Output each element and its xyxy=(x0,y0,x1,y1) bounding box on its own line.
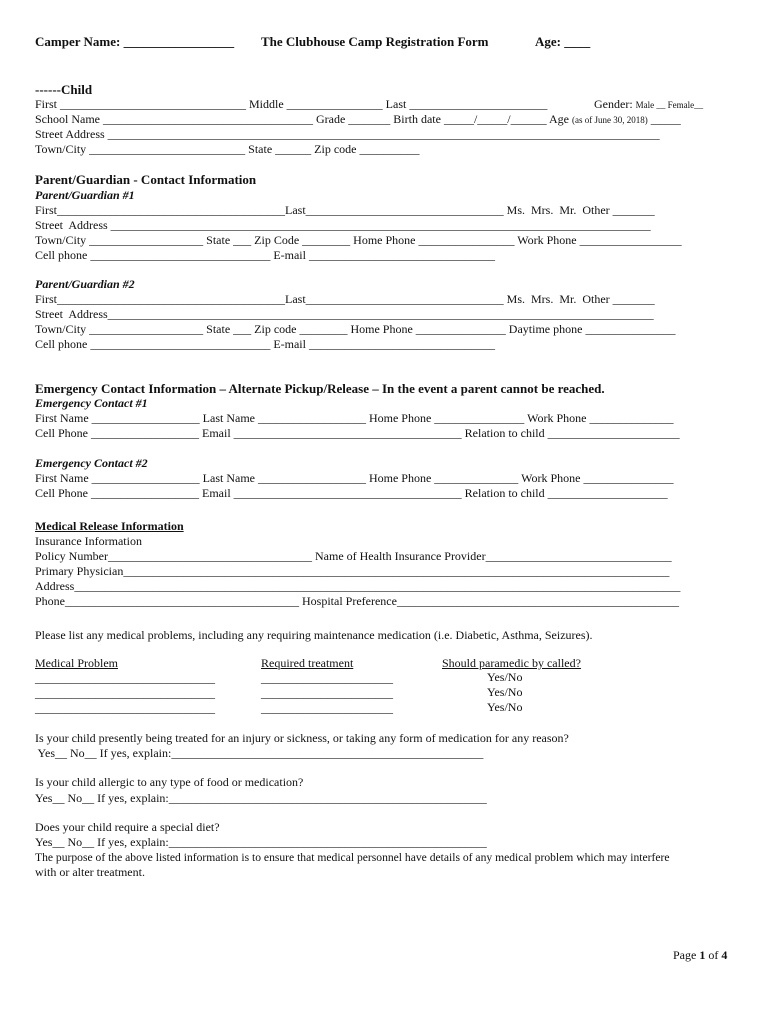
insurance-label: Insurance Information xyxy=(35,534,142,548)
child-town-line[interactable]: Town/City __________________________ State ______ Zip code __________ xyxy=(35,142,420,156)
child-age-blank[interactable]: _____ xyxy=(650,112,681,126)
age-field[interactable]: Age: ____ xyxy=(535,34,591,49)
page-indicator xyxy=(673,948,727,963)
guardian1-street-line[interactable]: Street Address __________________________________________________________________________________________ xyxy=(35,218,651,232)
emergency1-subheading: Emergency Contact #1 xyxy=(35,396,148,410)
answer-diet[interactable]: Yes__ No__ If yes, explain:_____________________________________________________ xyxy=(35,835,487,849)
page-number: 1 xyxy=(699,948,706,962)
child-street-line[interactable]: Street Address ____________________________________________________________________________________________ xyxy=(35,127,660,141)
question-allergy: Is your child allergic to any type of food or medication? xyxy=(35,775,304,789)
paramedic-yesno-1[interactable]: Yes/No xyxy=(487,670,523,684)
guardian1-town-line[interactable]: Town/City ___________________ State ___ Zip Code ________ Home Phone ________________ Work Phone _________________ xyxy=(35,233,682,247)
medical-heading: Medical Release Information xyxy=(35,519,184,533)
form-title: The Clubhouse Camp Registration Form xyxy=(261,34,489,49)
problem-blank-1[interactable]: ______________________________ xyxy=(35,671,215,685)
guardian2-cell-line[interactable]: Cell phone ______________________________ E-mail _______________________________ xyxy=(35,337,495,351)
emergency1-name-line[interactable]: First Name __________________ Last Name __________________ Home Phone _______________ Work Phone ______________ xyxy=(35,411,674,425)
answer-treatment[interactable]: Yes__ No__ If yes, explain:____________________________________________________ xyxy=(35,746,484,760)
guardian2-town-line[interactable]: Town/City ___________________ State ___ Zip code ________ Home Phone _______________ Daytime phone _______________ xyxy=(35,322,676,336)
child-school-line[interactable] xyxy=(35,112,681,128)
physician-line[interactable]: Primary Physician___________________________________________________________________________________________ xyxy=(35,564,670,578)
paramedic-yesno-2[interactable]: Yes/No xyxy=(487,685,523,699)
guardian1-name-line[interactable]: First______________________________________Last_________________________________ Ms. Mrs. Mr. Other _______ xyxy=(35,203,655,217)
purpose-statement-line2: with or alter treatment. xyxy=(35,865,145,879)
page-word: Page xyxy=(673,948,697,962)
treatment-blank-1[interactable]: ______________________ xyxy=(261,671,393,685)
age-note: (as of June 30, 2018) xyxy=(571,115,648,125)
child-name-line[interactable]: First _______________________________ Middle ________________ Last _______________________ xyxy=(35,97,548,111)
emergency2-subheading: Emergency Contact #2 xyxy=(35,456,148,470)
guardian1-cell-line[interactable]: Cell phone ______________________________ E-mail _______________________________ xyxy=(35,248,495,262)
guardian2-street-line[interactable]: Street Address___________________________________________________________________________________________ xyxy=(35,307,654,321)
col-medical-problem: Medical Problem xyxy=(35,656,118,670)
answer-allergy[interactable]: Yes__ No__ If yes, explain:_____________________________________________________ xyxy=(35,791,487,805)
child-gender-line[interactable] xyxy=(594,97,703,113)
policy-line[interactable]: Policy Number__________________________________ Name of Health Insurance Provider_______________________________ xyxy=(35,549,672,563)
guardian2-name-line[interactable]: First______________________________________Last_________________________________ Ms. Mrs. Mr. Other _______ xyxy=(35,292,655,306)
medical-phone-line[interactable]: Phone_______________________________________ Hospital Preference_______________________________________________ xyxy=(35,594,679,608)
child-heading: ------Child xyxy=(35,82,93,97)
emergency-heading: Emergency Contact Information – Alternate Pickup/Release – In the event a parent cannot be reached. xyxy=(35,381,605,396)
question-diet: Does your child require a special diet? xyxy=(35,820,220,834)
question-treatment: Is your child presently being treated for an injury or sickness, or taking any form of medication for any reason? xyxy=(35,731,569,745)
treatment-blank-3[interactable]: ______________________ xyxy=(261,701,393,715)
col-paramedic: Should paramedic by called? xyxy=(442,656,581,670)
paramedic-yesno-3[interactable]: Yes/No xyxy=(487,700,523,714)
purpose-statement-line1: The purpose of the above listed information is to ensure that medical personnel have details of any medical problem which may interfere xyxy=(35,851,670,864)
treatment-blank-2[interactable]: ______________________ xyxy=(261,686,393,700)
emergency2-name-line[interactable]: First Name __________________ Last Name __________________ Home Phone ______________ Work Phone _______________ xyxy=(35,471,674,485)
gender-label: Gender: xyxy=(594,97,633,111)
parent-heading: Parent/Guardian - Contact Information xyxy=(35,172,257,187)
camper-name-field[interactable]: Camper Name: _________________ xyxy=(35,34,235,49)
guardian2-subheading: Parent/Guardian #2 xyxy=(35,277,135,291)
problem-blank-2[interactable]: ______________________________ xyxy=(35,686,215,700)
emergency2-cell-line[interactable]: Cell Phone __________________ Email ______________________________________ Relation to child ____________________ xyxy=(35,486,668,500)
guardian1-subheading: Parent/Guardian #1 xyxy=(35,188,135,202)
page-total: 4 xyxy=(721,948,728,962)
problem-blank-3[interactable]: ______________________________ xyxy=(35,701,215,715)
medical-list-prompt: Please list any medical problems, including any requiring maintenance medication (i.e. Diabetic, Asthma, Seizures). xyxy=(35,628,593,642)
medical-address-line[interactable]: Address_____________________________________________________________________________________________________ xyxy=(35,579,681,593)
child-school-text[interactable]: School Name ___________________________________ Grade _______ Birth date _____/_____/______ Age xyxy=(35,112,569,126)
gender-options[interactable]: Male __ Female__ xyxy=(635,100,704,110)
emergency1-cell-line[interactable]: Cell Phone __________________ Email ______________________________________ Relation to child ______________________ xyxy=(35,426,680,440)
col-required-treatment: Required treatment xyxy=(261,656,354,670)
of-word: of xyxy=(708,948,719,962)
